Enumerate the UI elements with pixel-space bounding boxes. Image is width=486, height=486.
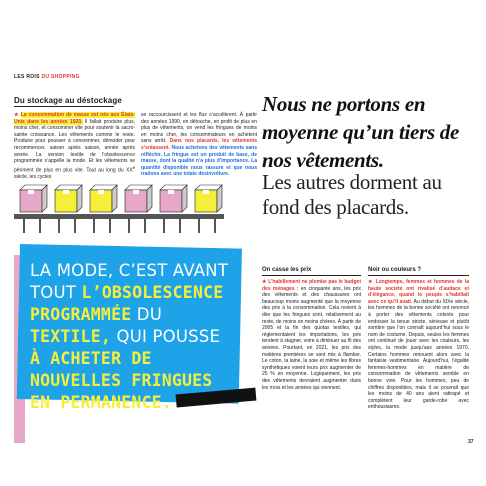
clothing-box-icon xyxy=(20,185,47,233)
column-1-text xyxy=(14,112,135,181)
running-header-accent: DU SHOPPING xyxy=(41,74,80,80)
col3-body: en cinquante ans, les prix des vêtements et des chaussures ont beaucoup moins augmenté que la moyenne des prix à la consommation. Cela revient à dire que les fringues sont, relativement au reste, de moins en moins chères. À partir de 2005 et la fin des quotas textiles, qui réglementaient les importations, les prix tendent à stagner, voire à diminuer au fil des années. Pourtant, en 2021, les prix des matières premières se sont mis à flamber. Le coton, la laine, la soie et même les fibres synthétiques voient leurs prix augmenter de 25 % en moyenne. Logiquement, les prix des vêtements devraient augmenter dans les mois et les années qui viennent. xyxy=(262,285,361,391)
callout-text: LA MODE, C’EST AVANT TOUT L’OBSOLESCENCE PROGRAMMÉE DU TEXTILE, QUI POUSSE À ACHETER DE NOUVELLES FRINGUES EN PERMANENCE. xyxy=(30,261,229,412)
conveyor-belt xyxy=(14,214,224,219)
column-4-text xyxy=(368,279,469,411)
pull-quote-bold: Nous ne portons en moyenne qu’un tiers de nos vêtements. xyxy=(262,92,459,172)
clothing-box-icon xyxy=(160,185,187,233)
column-3-text xyxy=(262,279,361,391)
col1-lead: La consommation de masse est née aux États-Unis dans les années 1920. xyxy=(14,112,136,125)
col4-lead: Longtemps, femmes et hommes de la haute société ont rivalisé d’audace et d’élégance, quand le peuple s’habillait avec ce qu’il avait. xyxy=(368,279,469,305)
star-bullet-icon: ★ xyxy=(368,279,376,285)
col2-blue: Nous achetons des vêtements sans réfléchir. La fringue est un produit de base, de masse, dont la qualité n’a plus d’importance. La quantité disponible nous rassure et que nous traitons avec une totale désinvolture. xyxy=(141,144,257,178)
clothing-box-icon xyxy=(55,185,82,233)
clothing-box-icon xyxy=(90,185,117,233)
col2-red: Dans nos placards, les vêtements s’entassent. xyxy=(141,138,258,151)
section-rule xyxy=(262,275,361,276)
running-header-section: LES ROIS xyxy=(14,74,40,80)
column-2-text xyxy=(141,112,257,178)
clothing-box-icon xyxy=(125,185,152,233)
callout-highlight-obsolescence: L’OBSOLESCENCE xyxy=(81,283,224,302)
running-header xyxy=(14,74,80,80)
star-bullet-icon: ★ xyxy=(14,112,21,118)
pull-quote-light: Les autres dorment au fond des placards. xyxy=(262,170,442,219)
clothing-box-icon xyxy=(195,185,222,233)
col2-body: se raccourcissent et les flux s’accélèrent. À partir des années 1990, en détouche, en profit de plus en plus de vêtements, on vend les fringues de moins en moins cher, les consommateurs en achètent sans arrêt. xyxy=(141,112,257,145)
clothing-boxes-conveyor-illustration xyxy=(10,178,240,242)
page-number: 37 xyxy=(468,439,474,445)
section-rule xyxy=(14,106,114,107)
section-title-couleurs: Noir ou couleurs ? xyxy=(368,267,422,273)
col3-lead: L’habillement ne plombe pas le budget des ménages : xyxy=(262,279,361,292)
star-bullet-icon: ★ xyxy=(262,279,269,285)
section-title-prix: On casse les prix xyxy=(262,267,312,273)
col1-end: siècle, les cycles xyxy=(14,174,52,180)
col1-body: Il fallait produire plus, moins cher, et consommer vite pour soutenir la sacro-sainte croissance. Les vêtements comme le reste. Produire pour pousser à consommer, démoder pour recommencer, saison après saison, année après année. La version textile de l’obsolescence programmée s’appelle la mode. Et les vêtements se périment de plus en plus vite. Tout au long du XX xyxy=(14,118,135,174)
section-rule xyxy=(368,275,469,276)
section-title-stockage: Du stockage au déstockage xyxy=(14,96,122,105)
col1-sup: e xyxy=(132,164,135,170)
col4-body: Au début du XIXe siècle, les hommes de la bonne société ont renoncé à porter des vêtements colorés pour endosser la tenue stricte, sérieuse et plutôt sombre que l’on connaît aujourd’hui sous le nom de costume. Depuis, seules les femmes ont continué de jouer avec les couleurs, les styles, la mode jusqu’aux années 1970. Certains hommes renouent alors avec la fantaisie vestimentaire. Aujourd’hui, l’égalité femmes-hommes en matière de consommation de vêtements semble en bonne voie. Pour les hommes, peu de chiffres disponibles, mais il se pourrait que les moins de 40 ans aient rattrapé et complètent leur garde-robe avec enthousiasme. xyxy=(368,298,469,411)
